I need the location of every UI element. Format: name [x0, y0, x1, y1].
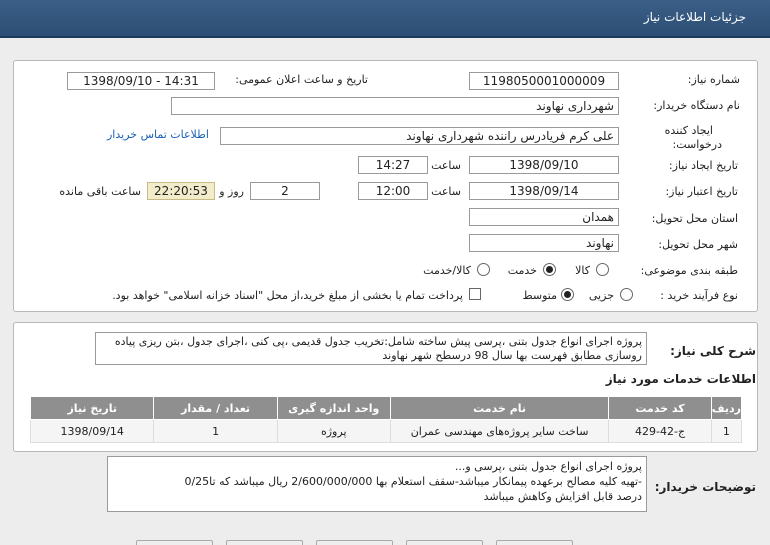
action-button-5[interactable] [496, 540, 573, 545]
col-row-number: ردیف [711, 397, 741, 420]
remaining-time-field: 22:20:53 [147, 182, 215, 200]
buyer-notes-label: توضیحات خریدار: [654, 480, 756, 494]
buyer-contact-link[interactable]: اطلاعات تماس خریدار [107, 128, 209, 141]
buyer-label: نام دستگاه خریدار: [653, 99, 740, 112]
category-label: طبقه بندی موضوعی: [640, 264, 738, 277]
province-label: استان محل تحویل: [651, 212, 738, 225]
days-label: روز و [219, 185, 244, 198]
creator-label-line1: ایجاد کننده [664, 124, 713, 137]
buyer-notes-line: -تهیه کلیه مصالح برعهده پیمانکار میباشد-سقف استعلام بها 2/600/000/000 ریال میباشد که تا0/25 [184, 475, 642, 488]
page-title: جزئیات اطلاعات نیاز [643, 10, 746, 24]
buyer-field[interactable]: شهرداری نهاوند [171, 97, 619, 115]
validity-date-label: تاریخ اعتبار نیاز: [665, 185, 738, 198]
process-label: نوع فرآیند خرید : [660, 289, 738, 302]
category-goods-service-radio[interactable] [477, 263, 490, 276]
created-time-field[interactable]: 14:27 [358, 156, 428, 174]
table-row [31, 420, 742, 443]
category-goods-label: کالا [575, 264, 590, 277]
category-service-label: خدمت [507, 264, 537, 277]
created-date-field[interactable]: 1398/09/10 [469, 156, 619, 174]
cell-service-name: ساخت سایر پروژه‌های مهندسی عمران [390, 420, 608, 443]
action-button-4[interactable] [406, 540, 483, 545]
action-button-2[interactable] [226, 540, 303, 545]
category-service-radio[interactable] [543, 263, 556, 276]
validity-time-label: ساعت [431, 185, 461, 198]
days-remaining-field[interactable]: 2 [250, 182, 320, 200]
cell-service-code: ج-42-429 [609, 420, 712, 443]
summary-label: شرح کلی نیاز: [670, 344, 756, 358]
created-date-label: تاریخ ایجاد نیاز: [668, 159, 738, 172]
buyer-notes-text [107, 456, 647, 512]
process-minor-label: جزیی [588, 289, 614, 302]
col-service-name: نام خدمت [390, 397, 608, 420]
validity-time-field[interactable]: 12:00 [358, 182, 428, 200]
remaining-time-label: ساعت باقی مانده [59, 185, 141, 198]
col-need-date: تاریخ نیاز [31, 397, 154, 420]
creator-label-line2: درخواست: [672, 138, 722, 151]
process-medium-label: متوسط [522, 289, 557, 302]
action-button-1[interactable] [136, 540, 213, 545]
summary-text: پروژه اجرای انواع جدول بتنی ،پرسی پیش ساخته شامل:تخریب جدول قدیمی ،پی کنی ،اجرای جدول ،بتن ریزی پیاده روسازی مطابق فهرست بها سال 98 درسطح شهر نهاوند [95, 332, 647, 365]
services-table [30, 396, 742, 443]
services-table-wrap [30, 396, 742, 443]
cell-need-date: 1398/09/14 [31, 420, 154, 443]
action-button-3[interactable] [316, 540, 393, 545]
cell-unit: پروژه [277, 420, 390, 443]
cell-row-number: 1 [711, 420, 741, 443]
services-table-header [31, 397, 742, 420]
process-minor-radio[interactable] [620, 288, 633, 301]
need-number-label: شماره نیاز: [687, 73, 740, 86]
buyer-notes-line: پروژه اجرای انواع جدول بتنی ،پرسی و... [454, 460, 642, 473]
creator-field[interactable]: علی کرم فریادرس راننده شهرداری نهاوند [220, 127, 619, 145]
col-service-code: کد خدمت [609, 397, 712, 420]
buyer-notes-line: درصد قابل افزایش وکاهش میباشد [483, 490, 642, 503]
treasury-payment-checkbox[interactable] [469, 288, 481, 300]
announce-datetime-field[interactable]: 1398/09/10 - 14:31 [67, 72, 215, 90]
validity-date-field[interactable]: 1398/09/14 [469, 182, 619, 200]
need-number-field[interactable]: 1198050001000009 [469, 72, 619, 90]
cell-quantity: 1 [154, 420, 277, 443]
col-unit: واحد اندازه گیری [277, 397, 390, 420]
province-field[interactable]: همدان [469, 208, 619, 226]
city-field[interactable]: نهاوند [469, 234, 619, 252]
announce-label: تاریخ و ساعت اعلان عمومی: [235, 73, 368, 86]
created-time-label: ساعت [431, 159, 461, 172]
page-header [0, 0, 770, 38]
category-goods-radio[interactable] [596, 263, 609, 276]
category-goods-service-label: کالا/خدمت [423, 264, 471, 277]
city-label: شهر محل تحویل: [658, 238, 738, 251]
treasury-payment-note: پرداخت تمام یا بخشی از مبلغ خرید،از محل "اسناد خزانه اسلامی" خواهد بود. [112, 289, 463, 302]
col-quantity: تعداد / مقدار [154, 397, 277, 420]
services-title: اطلاعات خدمات مورد نیاز [605, 372, 756, 386]
process-medium-radio[interactable] [561, 288, 574, 301]
